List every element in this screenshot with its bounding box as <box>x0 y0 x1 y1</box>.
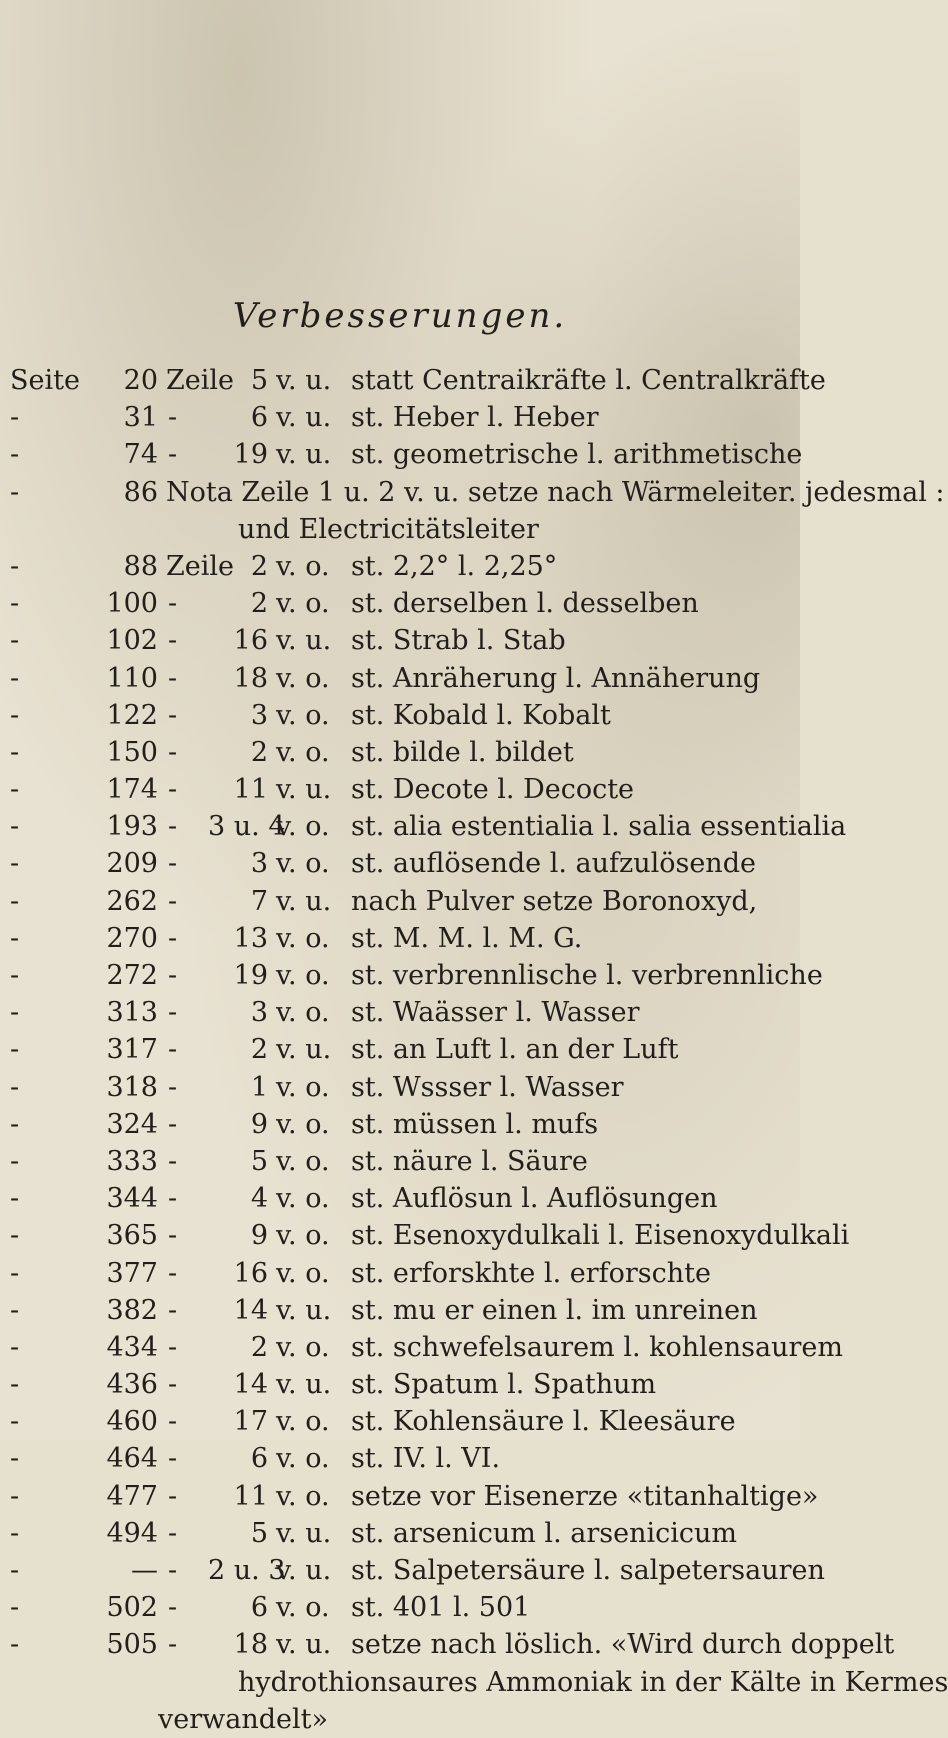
list-item <box>8 660 798 697</box>
line-number: 5 <box>250 365 268 396</box>
correction-text: st. Esenoxydulkali l. Eisenoxydulkali <box>351 1220 850 1252</box>
direction: v. o. <box>276 588 330 620</box>
correction-text: st. 2,2° l. 2,25° <box>351 550 558 582</box>
direction: v. u. <box>276 625 332 657</box>
ditto-mark: - <box>10 662 20 694</box>
ditto-mark: - <box>10 960 20 991</box>
correction-text: st. Kohlensäure l. Kleesäure <box>351 1406 736 1438</box>
correction-text: st. Wssser l. Wasser <box>351 1071 624 1103</box>
ditto-mark: - <box>168 1183 178 1215</box>
list-item <box>8 436 803 473</box>
list-item <box>8 399 798 436</box>
line-number: 2 <box>250 1034 268 1066</box>
direction: v. o. <box>276 736 330 768</box>
ditto-mark: - <box>10 625 20 657</box>
line-number: 3 u. 4 <box>208 811 286 843</box>
direction: v. u. <box>276 1034 332 1066</box>
list-item <box>8 1143 798 1180</box>
direction: v. u. <box>276 1555 332 1586</box>
ditto-mark: - <box>10 550 20 582</box>
list-item <box>8 1589 798 1626</box>
page-number: 477 <box>106 1480 158 1512</box>
ditto-mark: - <box>10 922 20 954</box>
correction-text: st. geometrische l. arithmetische <box>351 439 803 471</box>
ditto-mark: - <box>10 439 20 471</box>
direction: v. o. <box>276 1071 330 1103</box>
line-number: 13 <box>233 922 268 954</box>
correction-text: st. Anräherung l. Annäherung <box>351 662 761 694</box>
page-number: 193 <box>106 811 158 843</box>
page-number: 74 <box>123 439 158 471</box>
correction-text: st. alia estentialia l. salia essentialia <box>351 811 847 843</box>
direction: v. o. <box>276 960 330 991</box>
direction: v. u. <box>276 1629 332 1661</box>
line-number: 3 <box>250 699 268 731</box>
list-item <box>8 808 847 845</box>
seite-label: Seite <box>10 365 80 396</box>
line-number: 11 <box>233 1480 268 1512</box>
list-item <box>8 1069 798 1106</box>
ditto-mark: - <box>10 476 20 508</box>
corrections-list <box>8 362 948 1738</box>
page-number: 110 <box>106 662 158 694</box>
page-number: 102 <box>106 625 158 657</box>
correction-text: st. näure l. Säure <box>351 1145 588 1177</box>
ditto-mark: - <box>168 1480 178 1512</box>
correction-text: st. Kobald l. Kobalt <box>351 699 611 731</box>
page-number: 502 <box>106 1592 158 1624</box>
ditto-mark: - <box>10 1629 20 1661</box>
ditto-mark: - <box>10 1257 20 1289</box>
line-number: 19 <box>233 960 268 991</box>
page-number: 174 <box>106 774 158 806</box>
page-number: 31 <box>123 402 158 434</box>
direction: v. o. <box>276 662 330 694</box>
ditto-mark: - <box>10 1294 20 1326</box>
list-item <box>8 1478 819 1515</box>
ditto-mark: - <box>10 885 20 917</box>
ditto-mark: - <box>10 1145 20 1177</box>
list-item <box>8 1180 798 1217</box>
ditto-mark: - <box>10 997 20 1029</box>
page-number: 262 <box>106 885 158 917</box>
ditto-mark: - <box>168 1294 178 1326</box>
direction: v. o. <box>276 848 330 880</box>
correction-text: nach Pulver setze Boronoxyd, <box>351 885 758 917</box>
line-number: 7 <box>250 885 268 917</box>
list-item <box>8 1292 798 1329</box>
direction: v. o. <box>276 1406 330 1438</box>
correction-text: st. M. M. l. M. G. <box>351 922 583 954</box>
direction: v. o. <box>276 1592 330 1624</box>
list-item <box>8 771 798 808</box>
ditto-mark: - <box>168 1369 178 1401</box>
list-item <box>8 1440 798 1477</box>
direction: v. u. <box>276 1517 332 1549</box>
ditto-mark: - <box>168 625 178 657</box>
correction-text: setze vor Eisenerze «titanhaltige» <box>351 1480 819 1512</box>
direction: v. u. <box>276 1294 332 1326</box>
ditto-mark: - <box>168 1071 178 1103</box>
ditto-mark: - <box>168 1220 178 1252</box>
page-number: 317 <box>106 1034 158 1066</box>
line-number: 3 <box>250 997 268 1029</box>
page-number: 333 <box>106 1145 158 1177</box>
page-number: 344 <box>106 1183 158 1215</box>
page-number: 494 <box>106 1517 158 1549</box>
correction-text: st. Auflösun l. Auflösungen <box>351 1183 718 1215</box>
list-item-continuation <box>8 1701 798 1738</box>
list-item <box>8 622 798 659</box>
page-number: 460 <box>106 1406 158 1438</box>
list-item <box>8 1106 798 1143</box>
correction-text: st. Heber l. Heber <box>351 402 599 434</box>
page-number: 324 <box>106 1108 158 1140</box>
list-item <box>8 1552 825 1589</box>
ditto-mark: - <box>10 1369 20 1401</box>
correction-text: statt Centraikräfte l. Centralkräfte <box>351 365 826 396</box>
line-number: 2 <box>250 550 268 582</box>
line-number: 16 <box>233 1257 268 1289</box>
page-number: 88 <box>123 550 158 582</box>
page-number: 464 <box>106 1443 158 1475</box>
line-number: 14 <box>233 1294 268 1326</box>
line-number: 3 <box>250 848 268 880</box>
zeile-label: Zeile <box>166 365 234 396</box>
ditto-mark: - <box>10 1108 20 1140</box>
page-number: 505 <box>106 1629 158 1661</box>
list-item <box>8 474 945 511</box>
direction: v. o. <box>276 1183 330 1215</box>
line-number: 4 <box>250 1183 268 1215</box>
direction: v. o. <box>276 1108 330 1140</box>
list-item <box>8 585 798 622</box>
list-item <box>8 1255 798 1292</box>
ditto-mark: - <box>168 662 178 694</box>
ditto-mark: - <box>168 1257 178 1289</box>
ditto-mark: - <box>168 997 178 1029</box>
line-number: 2 <box>250 1331 268 1363</box>
line-number: 2 <box>250 736 268 768</box>
line-number: 6 <box>250 402 268 434</box>
ditto-mark: - <box>168 922 178 954</box>
correction-text: st. müssen l. mufs <box>351 1108 599 1140</box>
page-number: 20 <box>123 365 158 396</box>
ditto-mark: - <box>168 439 178 471</box>
line-number: 9 <box>250 1220 268 1252</box>
direction: v. o. <box>276 1257 330 1289</box>
line-number: 19 <box>233 439 268 471</box>
direction: v. o. <box>276 811 330 843</box>
ditto-mark: - <box>10 1592 20 1624</box>
correction-text: st. Strab l. Stab <box>351 625 566 657</box>
line-number: 9 <box>250 1108 268 1140</box>
ditto-mark: - <box>10 1331 20 1363</box>
line-number: 18 <box>233 662 268 694</box>
list-item <box>8 1329 843 1366</box>
direction: v. u. <box>276 885 332 917</box>
ditto-mark: - <box>168 1443 178 1475</box>
direction: v. o. <box>276 1443 330 1475</box>
correction-text: st. arsenicum l. arsenicicum <box>351 1517 737 1549</box>
ditto-mark: - <box>10 1517 20 1549</box>
list-item <box>8 1403 798 1440</box>
direction: v. u. <box>276 365 332 396</box>
correction-text: st. Decote l. Decocte <box>351 774 635 806</box>
page-number: 436 <box>106 1369 158 1401</box>
list-item <box>8 362 826 399</box>
page-number: 272 <box>106 960 158 991</box>
correction-text: setze nach löslich. «Wird durch doppelt <box>351 1629 895 1661</box>
ditto-mark: - <box>168 1592 178 1624</box>
page-number: — <box>131 1555 158 1586</box>
ditto-mark: - <box>10 1034 20 1066</box>
direction: v. o. <box>276 550 330 582</box>
ditto-mark: - <box>10 1555 20 1586</box>
page-number: 86 <box>123 476 158 508</box>
ditto-mark: - <box>10 848 20 880</box>
line-number: 18 <box>233 1629 268 1661</box>
continuation-text: hydrothionsaures Ammoniak in der Kälte in Kermes <box>238 1666 948 1698</box>
page-number: 313 <box>106 997 158 1029</box>
direction: v. o. <box>276 922 330 954</box>
list-item <box>8 883 798 920</box>
direction: v. o. <box>276 1331 330 1363</box>
ditto-mark: - <box>10 736 20 768</box>
ditto-mark: - <box>10 1406 20 1438</box>
ditto-mark: - <box>168 1108 178 1140</box>
ditto-mark: - <box>168 588 178 620</box>
ditto-mark: - <box>10 588 20 620</box>
page-number: 318 <box>106 1071 158 1103</box>
line-number: 16 <box>233 625 268 657</box>
page-number: 100 <box>106 588 158 620</box>
list-item <box>8 845 798 882</box>
ditto-mark: - <box>10 1071 20 1103</box>
direction: v. o. <box>276 1480 330 1512</box>
continuation-text: und Electricitätsleiter <box>238 513 539 545</box>
ditto-mark: - <box>168 1629 178 1661</box>
zeile-label: Zeile <box>166 550 234 582</box>
ditto-mark: - <box>168 1555 178 1586</box>
correction-text: st. IV. l. VI. <box>351 1443 501 1475</box>
correction-text: st. bilde l. bildet <box>351 736 574 768</box>
direction: v. u. <box>276 774 332 806</box>
list-item <box>8 920 798 957</box>
list-item <box>8 734 798 771</box>
list-item <box>8 1515 798 1552</box>
ditto-mark: - <box>10 402 20 434</box>
line-number: 14 <box>233 1369 268 1401</box>
direction: v. u. <box>276 1369 332 1401</box>
line-number: 1 <box>250 1071 268 1103</box>
correction-text: st. Salpetersäure l. salpetersauren <box>351 1555 825 1586</box>
page-title: Verbesserungen. <box>232 296 568 336</box>
line-number: 11 <box>233 774 268 806</box>
direction: v. o. <box>276 1220 330 1252</box>
ditto-mark: - <box>10 1220 20 1252</box>
ditto-mark: - <box>10 699 20 731</box>
ditto-mark: - <box>168 811 178 843</box>
correction-text: st. auflösende l. aufzulösende <box>351 848 756 880</box>
ditto-mark: - <box>168 1517 178 1549</box>
ditto-mark: - <box>10 1443 20 1475</box>
list-item <box>8 697 798 734</box>
correction-text: st. verbrennlische l. verbrennliche <box>351 960 823 991</box>
page-number: 365 <box>106 1220 158 1252</box>
ditto-mark: - <box>168 1331 178 1363</box>
correction-text: st. mu er einen l. im unreinen <box>351 1294 758 1326</box>
line-number: 2 u. 3 <box>208 1555 286 1586</box>
list-item-continuation <box>8 1664 948 1701</box>
direction: v. u. <box>276 439 332 471</box>
direction: v. o. <box>276 997 330 1029</box>
direction: v. u. <box>276 402 332 434</box>
direction: v. o. <box>276 699 330 731</box>
ditto-mark: - <box>168 960 178 991</box>
ditto-mark: - <box>168 885 178 917</box>
ditto-mark: - <box>10 811 20 843</box>
direction: v. o. <box>276 1145 330 1177</box>
ditto-mark: - <box>10 1480 20 1512</box>
page-number: 377 <box>106 1257 158 1289</box>
ditto-mark: - <box>10 1183 20 1215</box>
line-number: 17 <box>233 1406 268 1438</box>
ditto-mark: - <box>168 1145 178 1177</box>
line-number: 6 <box>250 1443 268 1475</box>
page-number: 270 <box>106 922 158 954</box>
list-item <box>8 957 823 994</box>
ditto-mark: - <box>10 774 20 806</box>
correction-text: st. derselben l. desselben <box>351 588 699 620</box>
correction-text: st. 401 l. 501 <box>351 1592 531 1624</box>
list-item <box>8 548 798 585</box>
ditto-mark: - <box>168 774 178 806</box>
list-item <box>8 1626 895 1663</box>
page-number: 150 <box>106 736 158 768</box>
correction-text: st. erforskhte l. erforschte <box>351 1257 711 1289</box>
page-number: 434 <box>106 1331 158 1363</box>
correction-text: st. Spatum l. Spathum <box>351 1369 657 1401</box>
ditto-mark: - <box>168 1406 178 1438</box>
line-number: 2 <box>250 588 268 620</box>
list-item-continuation <box>8 511 798 548</box>
line-number: 5 <box>250 1517 268 1549</box>
ditto-mark: - <box>168 699 178 731</box>
list-item <box>8 994 798 1031</box>
page-number: 122 <box>106 699 158 731</box>
correction-text: st. an Luft l. an der Luft <box>351 1034 679 1066</box>
ditto-mark: - <box>168 402 178 434</box>
list-item <box>8 1217 850 1254</box>
note-text: Nota Zeile 1 u. 2 v. u. setze nach Wärmeleiter. jedesmal : <box>166 476 945 508</box>
ditto-mark: - <box>168 1034 178 1066</box>
page-number: 209 <box>106 848 158 880</box>
ditto-mark: - <box>168 736 178 768</box>
correction-text: st. schwefelsaurem l. kohlensaurem <box>351 1331 843 1363</box>
correction-text: st. Waässer l. Wasser <box>351 997 640 1029</box>
ditto-mark: - <box>168 848 178 880</box>
line-number: 6 <box>250 1592 268 1624</box>
page-number: 382 <box>106 1294 158 1326</box>
list-item <box>8 1031 798 1068</box>
list-item <box>8 1366 798 1403</box>
continuation-text: verwandelt» <box>158 1703 329 1735</box>
line-number: 5 <box>250 1145 268 1177</box>
